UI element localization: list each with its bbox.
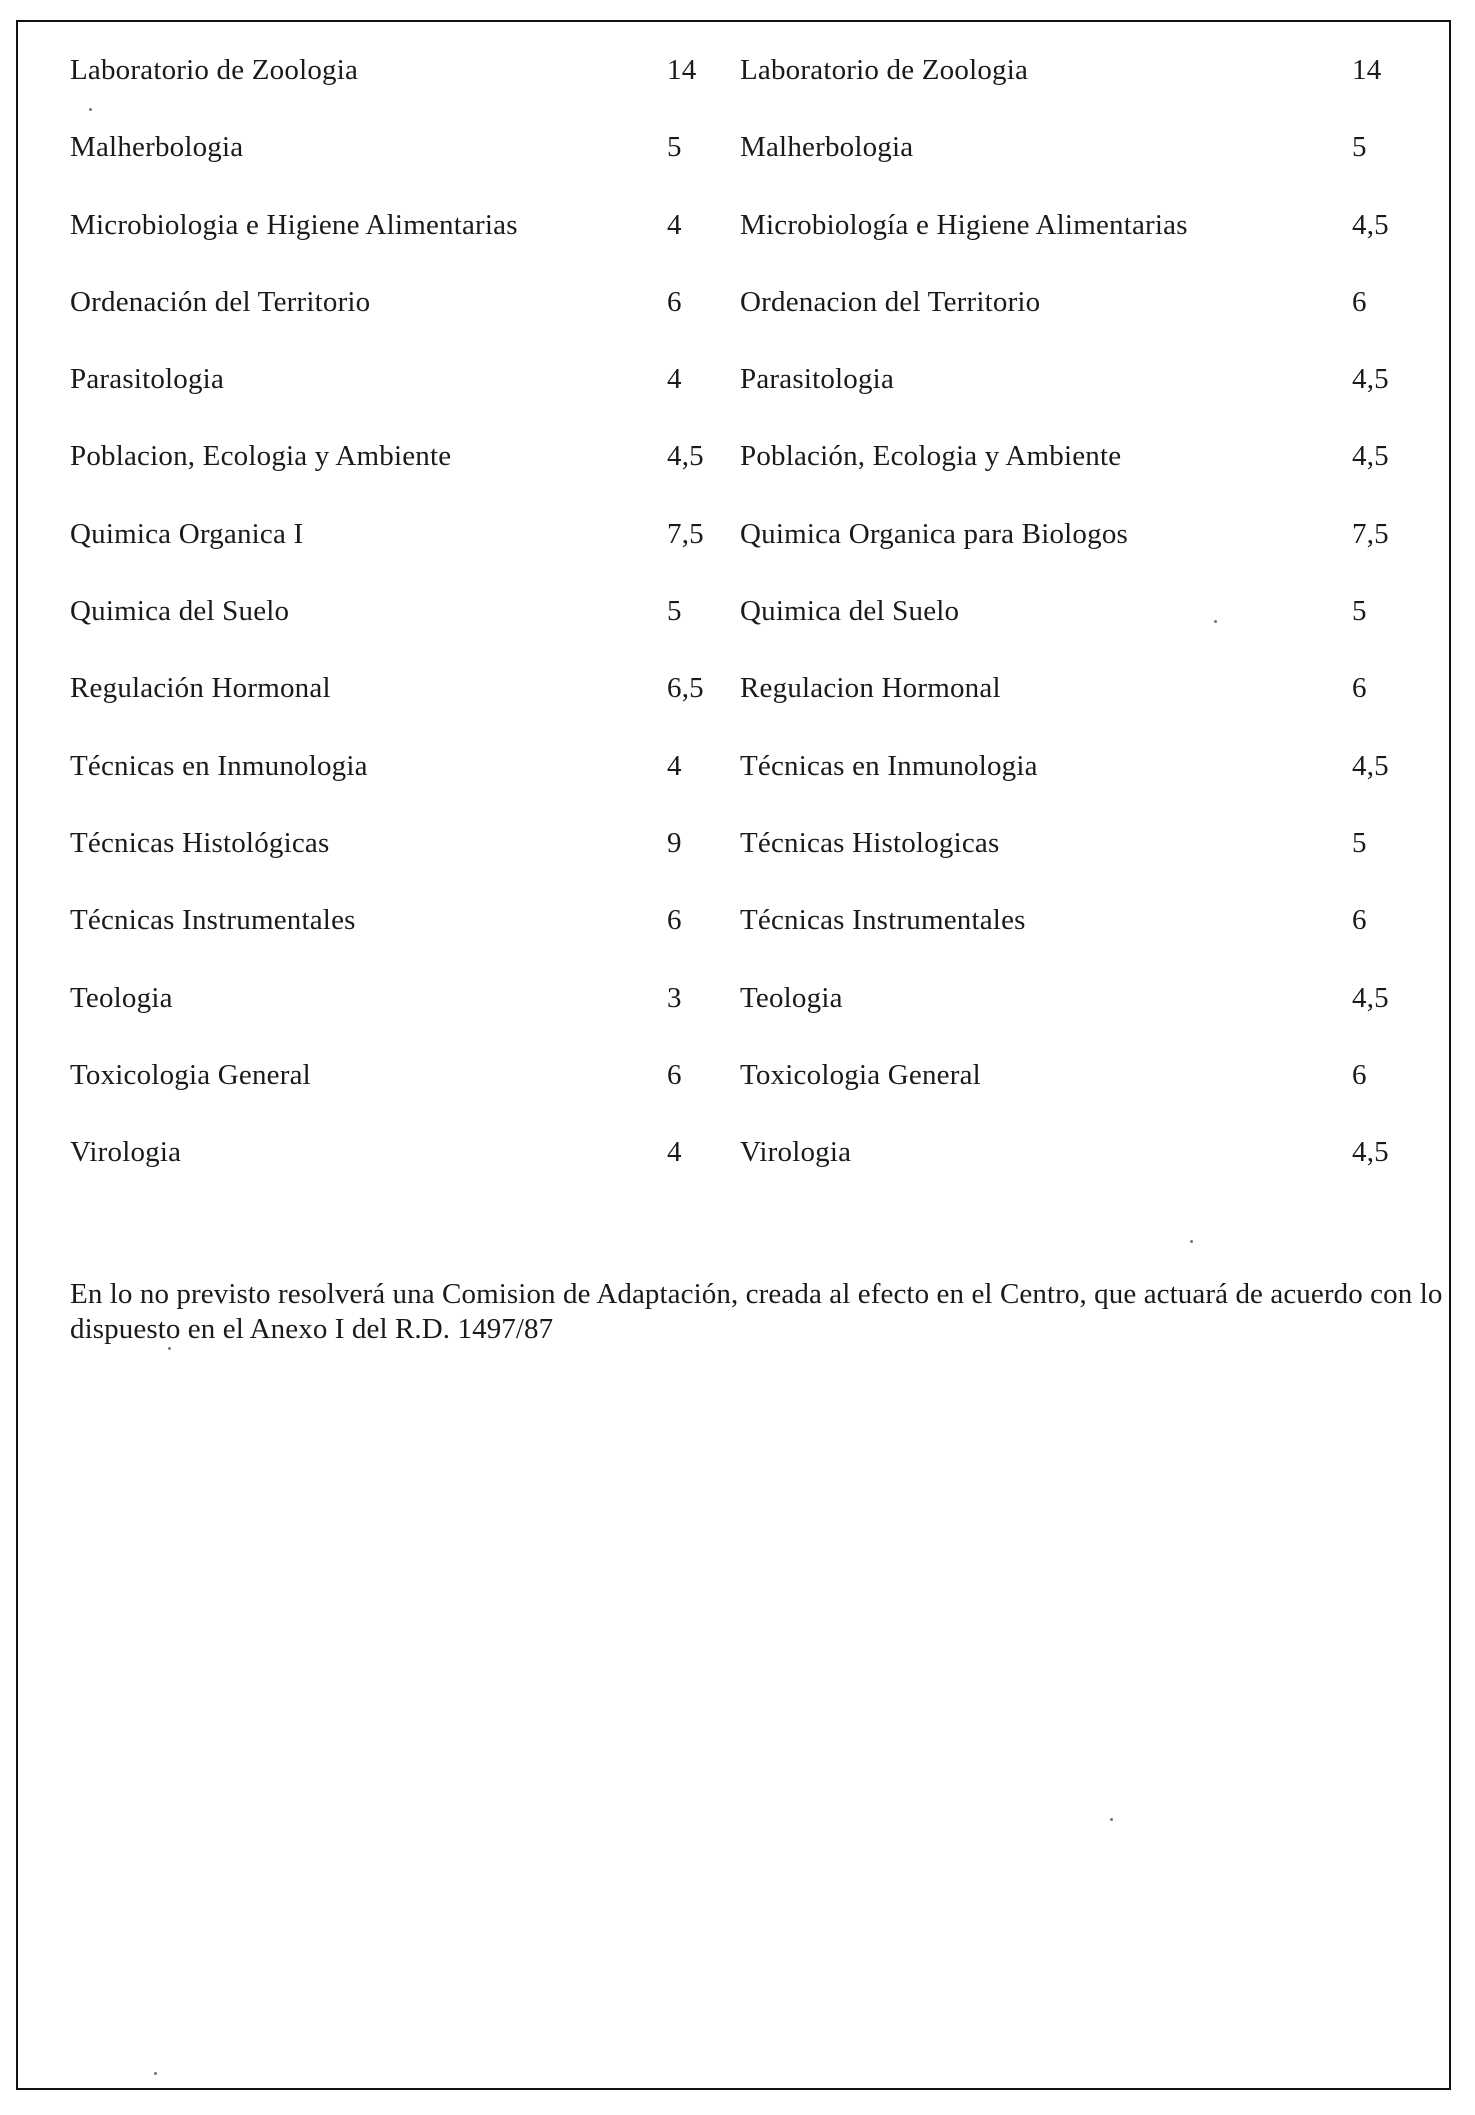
subject-old: Parasitologia [70, 363, 225, 396]
credits-old: 9 [667, 826, 682, 859]
subject-old: Laboratorio de Zoologia [70, 54, 359, 86]
table-row [70, 129, 1400, 206]
subject-new: Población, Ecologia y Ambiente [740, 440, 1122, 473]
credits-new: 6 [1352, 1058, 1367, 1091]
subject-old: Ordenación del Territorio [70, 285, 371, 318]
subject-new: Virologia [740, 1136, 852, 1169]
subject-old: Técnicas Instrumentales [70, 904, 356, 937]
credits-new: 6 [1352, 904, 1367, 937]
scan-speck [1110, 1818, 1113, 1821]
scan-speck [1190, 1240, 1193, 1243]
subject-new: Laboratorio de Zoologia [740, 54, 1029, 86]
credits-new: 4,5 [1352, 208, 1389, 241]
credits-old: 4 [667, 208, 682, 241]
subject-new: Malherbologia [740, 131, 914, 164]
credits-old: 5 [667, 131, 682, 164]
adaptation-note: En lo no previsto resolverá una Comision de Adaptación, creada al efecto en el Centro, que actuará de acuerdo con lo dispuesto en el Anexo I del R.D. 1497/87 [70, 1278, 1443, 1345]
credits-new: 14 [1352, 54, 1382, 86]
subject-new: Toxicologia General [740, 1058, 981, 1091]
subject-old: Técnicas en Inmunologia [70, 749, 368, 782]
credits-old: 4 [667, 749, 682, 782]
table-row [70, 902, 1400, 979]
subject-new: Técnicas en Inmunologia [740, 749, 1038, 782]
subject-new: Quimica del Suelo [740, 595, 960, 628]
credits-old: 6 [667, 1058, 682, 1091]
subject-old: Microbiologia e Higiene Alimentarias [70, 208, 518, 241]
subject-new: Técnicas Instrumentales [740, 904, 1026, 937]
subject-new: Parasitologia [740, 363, 895, 396]
credits-new: 4,5 [1352, 1136, 1389, 1169]
table-row [70, 825, 1400, 902]
credits-old: 7,5 [667, 517, 704, 550]
credits-old: 6 [667, 285, 682, 318]
table-row [70, 1134, 1400, 1211]
credits-new: 4,5 [1352, 440, 1389, 473]
subject-new: Microbiología e Higiene Alimentarias [740, 208, 1188, 241]
subject-old: Técnicas Histológicas [70, 826, 330, 859]
credits-old: 4 [667, 363, 682, 396]
credits-old: 14 [667, 54, 697, 86]
scan-speck [89, 108, 92, 111]
table-row [70, 52, 1400, 129]
credits-new: 4,5 [1352, 981, 1389, 1014]
table-row [70, 207, 1400, 284]
subject-new: Quimica Organica para Biologos [740, 517, 1128, 550]
subject-new: Teologia [740, 981, 843, 1014]
credits-old: 5 [667, 595, 682, 628]
subject-old: Quimica Organica I [70, 517, 304, 550]
credits-new: 6 [1352, 672, 1367, 705]
subject-new: Técnicas Histologicas [740, 826, 1000, 859]
subject-old: Poblacion, Ecologia y Ambiente [70, 440, 452, 473]
subject-old: Malherbologia [70, 131, 244, 164]
credits-old: 4,5 [667, 440, 704, 473]
credits-new: 6 [1352, 285, 1367, 318]
credits-new: 7,5 [1352, 517, 1389, 550]
subject-old: Regulación Hormonal [70, 672, 331, 705]
credits-old: 4 [667, 1136, 682, 1169]
credits-new: 5 [1352, 131, 1367, 164]
subject-old: Teologia [70, 981, 173, 1014]
scan-speck [154, 2072, 157, 2075]
table-row [70, 284, 1400, 361]
credits-new: 4,5 [1352, 749, 1389, 782]
table-row [70, 593, 1400, 670]
subject-old: Virologia [70, 1136, 182, 1169]
subject-new: Ordenacion del Territorio [740, 285, 1041, 318]
credits-new: 4,5 [1352, 363, 1389, 396]
table-row [70, 438, 1400, 515]
table-row [70, 748, 1400, 825]
scan-speck [168, 1347, 171, 1350]
table-row [70, 361, 1400, 438]
credits-old: 6,5 [667, 672, 704, 705]
table-row [70, 670, 1400, 747]
table-row [70, 516, 1400, 593]
scan-speck [1214, 620, 1217, 623]
credits-old: 6 [667, 904, 682, 937]
subject-new: Regulacion Hormonal [740, 672, 1001, 705]
table-row [70, 980, 1400, 1057]
subject-old: Toxicologia General [70, 1058, 311, 1091]
credits-new: 5 [1352, 595, 1367, 628]
subject-old: Quimica del Suelo [70, 595, 290, 628]
equivalence-table [70, 52, 1400, 1211]
credits-old: 3 [667, 981, 682, 1014]
credits-new: 5 [1352, 826, 1367, 859]
table-row [70, 1057, 1400, 1134]
